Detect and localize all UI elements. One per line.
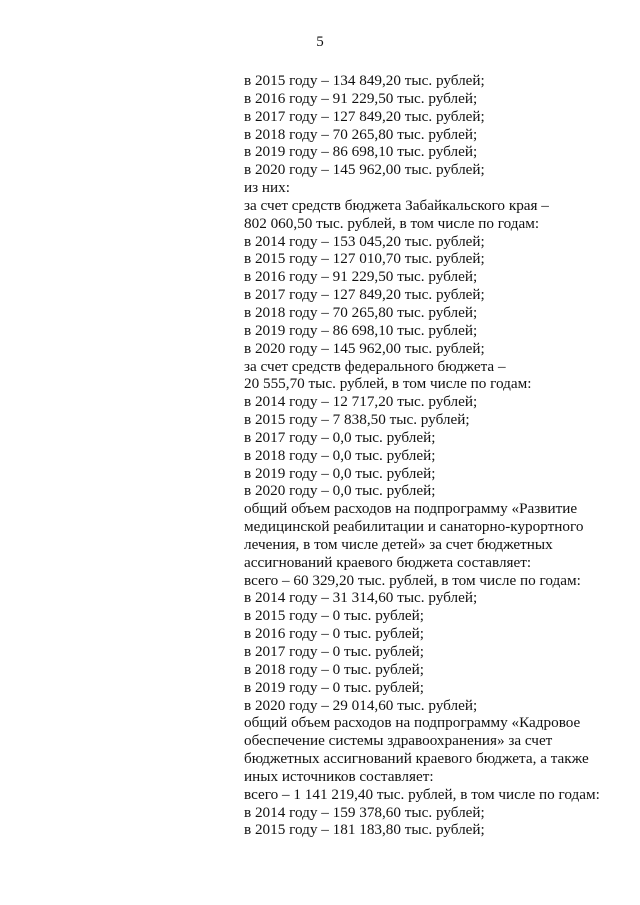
text-line: в 2018 году – 70 265,80 тыс. рублей;	[244, 125, 478, 143]
page-number: 5	[316, 34, 324, 50]
text-line: в 2014 году – 12 717,20 тыс. рублей;	[244, 393, 478, 411]
text-line: из них:	[244, 179, 290, 197]
text-line: в 2014 году – 31 314,60 тыс. рублей;	[244, 589, 478, 607]
text-line: обеспечение системы здравоохранения» за счет	[244, 732, 553, 750]
text-line: в 2019 году – 0 тыс. рублей;	[244, 678, 425, 696]
text-line: всего – 60 329,20 тыс. рублей, в том числе по годам:	[244, 571, 581, 589]
text-line: в 2016 году – 91 229,50 тыс. рублей;	[244, 89, 478, 107]
text-line: в 2017 году – 127 849,20 тыс. рублей;	[244, 107, 485, 125]
text-line: в 2020 году – 145 962,00 тыс. рублей;	[244, 161, 485, 179]
text-line: за счет средств бюджета Забайкальского края –	[244, 196, 549, 214]
text-line: в 2015 году – 127 010,70 тыс. рублей;	[244, 250, 485, 268]
text-line: в 2020 году – 29 014,60 тыс. рублей;	[244, 696, 478, 714]
text-line: иных источников составляет:	[244, 767, 434, 785]
text-line: общий объем расходов на подпрограмму «Кадровое	[244, 714, 581, 732]
text-line: в 2018 году – 0 тыс. рублей;	[244, 660, 425, 678]
text-line: всего – 1 141 219,40 тыс. рублей, в том числе по годам:	[244, 785, 600, 803]
text-line: в 2017 году – 0 тыс. рублей;	[244, 643, 425, 660]
text-line: в 2020 году – 0,0 тыс. рублей;	[244, 482, 436, 500]
text-line: в 2017 году – 0,0 тыс. рублей;	[244, 428, 436, 446]
text-line: медицинской реабилитации и санаторно-курортного	[244, 518, 584, 536]
text-line: лечения, в том числе детей» за счет бюджетных	[244, 535, 553, 553]
text-line: в 2019 году – 0,0 тыс. рублей;	[244, 464, 436, 482]
text-line: в 2018 году – 0,0 тыс. рублей;	[244, 446, 436, 464]
text-line: общий объем расходов на подпрограмму «Развитие	[244, 500, 578, 518]
text-line: в 2014 году – 153 045,20 тыс. рублей;	[244, 232, 485, 250]
text-line: в 2018 году – 70 265,80 тыс. рублей;	[244, 303, 478, 321]
text-line: ассигнований краевого бюджета составляет:	[244, 553, 532, 571]
text-line: 20 555,70 тыс. рублей, в том числе по годам:	[244, 375, 532, 393]
text-line: 802 060,50 тыс. рублей, в том числе по годам:	[244, 214, 540, 232]
text-line: в 2017 году – 127 849,20 тыс. рублей;	[244, 286, 485, 304]
text-line: в 2019 году – 86 698,10 тыс. рублей;	[244, 143, 478, 161]
text-line: в 2020 году – 145 962,00 тыс. рублей;	[244, 339, 485, 357]
text-line: в 2014 году – 159 378,60 тыс. рублей;	[244, 803, 485, 821]
text-line: за счет средств федерального бюджета –	[244, 357, 506, 375]
text-line: в 2015 году – 181 183,80 тыс. рублей;	[244, 821, 485, 839]
document-body	[244, 72, 624, 839]
text-line: бюджетных ассигнований краевого бюджета, а также	[244, 750, 589, 768]
text-line: в 2015 году – 7 838,50 тыс. рублей;	[244, 411, 470, 429]
text-line: в 2015 году – 134 849,20 тыс. рублей;	[244, 72, 485, 89]
text-line: в 2016 году – 91 229,50 тыс. рублей;	[244, 268, 478, 286]
text-line: в 2015 году – 0 тыс. рублей;	[244, 607, 425, 625]
text-line: в 2019 году – 86 698,10 тыс. рублей;	[244, 321, 478, 339]
text-line: в 2016 году – 0 тыс. рублей;	[244, 625, 425, 643]
